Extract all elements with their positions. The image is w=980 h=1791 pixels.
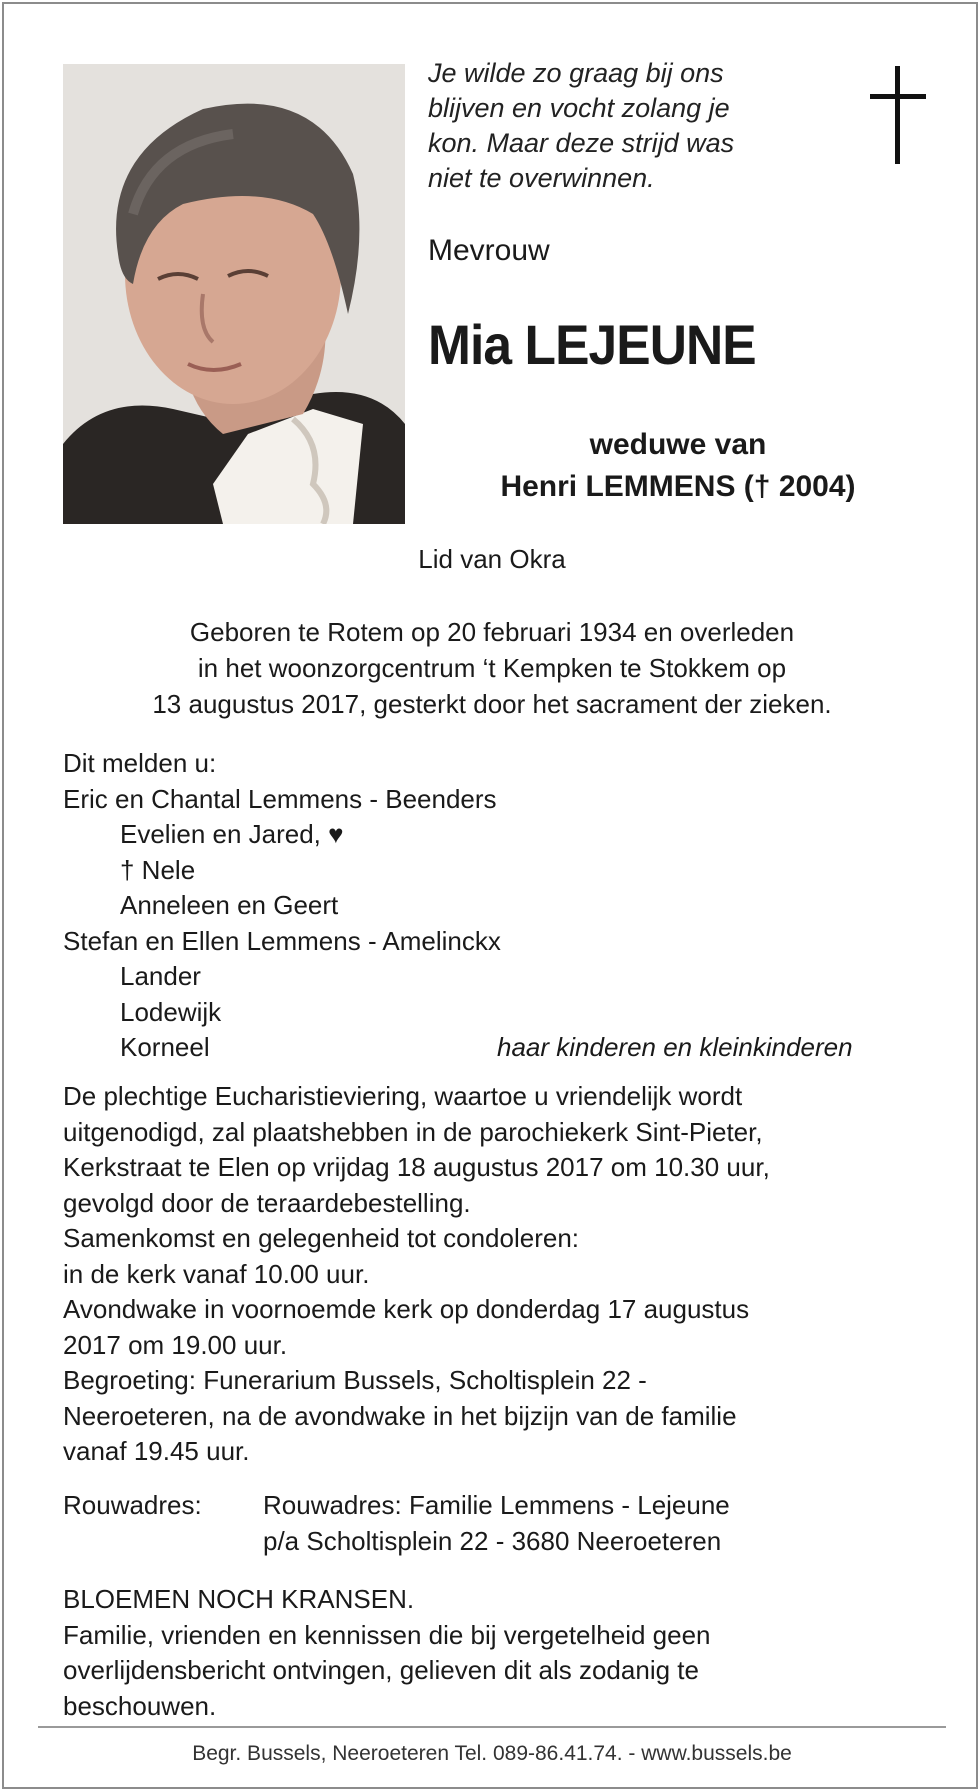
poem-line: niet te overwinnen. bbox=[428, 163, 655, 193]
portrait-image bbox=[63, 64, 405, 524]
funeral-service-info bbox=[63, 1079, 943, 1470]
birth-death-info bbox=[4, 614, 980, 722]
obituary-card bbox=[2, 2, 978, 1789]
flowers-line: overlijdensbericht ontvingen, gelieven dit als zodanig te bbox=[63, 1655, 699, 1685]
announce-intro: Dit melden u: bbox=[63, 748, 217, 778]
grandchild-line: Lodewijk bbox=[120, 996, 222, 1027]
footer-divider bbox=[38, 1726, 946, 1728]
flowers-notice bbox=[63, 1582, 711, 1724]
grandchild-line: Evelien en Jared, ♥ bbox=[120, 819, 344, 849]
widow-line: Henri LEMMENS († 2004) bbox=[500, 470, 856, 503]
cross-icon bbox=[870, 66, 926, 164]
service-line: De plechtige Eucharistieviering, waartoe u vriendelijk wordt bbox=[63, 1081, 743, 1111]
flowers-line: Familie, vrienden en kennissen die bij vergetelheid geen bbox=[63, 1619, 711, 1650]
poem-line: kon. Maar deze strijd was bbox=[428, 128, 735, 158]
poem-line: blijven en vocht zolang je bbox=[428, 93, 730, 123]
grandchild-line: Lander bbox=[120, 961, 201, 991]
family-line: Stefan en Ellen Lemmens - Amelinckx bbox=[63, 925, 501, 956]
service-line: Neeroeteren, na de avondwake in het bijzijn van de familie bbox=[63, 1400, 737, 1431]
flowers-line: BLOEMEN NOCH KRANSEN. bbox=[63, 1584, 415, 1614]
widow-line: weduwe van bbox=[589, 428, 767, 461]
grandchild-row bbox=[63, 1030, 933, 1066]
deceased-name: Mia LEJEUNE bbox=[428, 313, 756, 376]
epitaph-poem bbox=[428, 56, 808, 196]
salutation: Mevrouw bbox=[428, 234, 550, 267]
service-line: uitgenodigd, zal plaatshebben in de parochiekerk Sint-Pieter, bbox=[63, 1116, 763, 1147]
service-line: Avondwake in voornoemde kerk op donderdag 17 augustus bbox=[63, 1294, 750, 1324]
family-announcement bbox=[63, 746, 933, 1066]
funeral-home-footer: Begr. Bussels, Neeroeteren Tel. 089-86.41.74. - www.bussels.be bbox=[192, 1742, 792, 1765]
address-label: Rouwadres: bbox=[63, 1490, 202, 1520]
family-line: Eric en Chantal Lemmens - Beenders bbox=[63, 783, 497, 814]
address-line: Rouwadres: Familie Lemmens - Lejeune bbox=[263, 1490, 730, 1520]
relation-note: haar kinderen en kleinkinderen bbox=[497, 1032, 853, 1062]
service-line: Samenkomst en gelegenheid tot condoleren: bbox=[63, 1223, 580, 1253]
service-line: 2017 om 19.00 uur. bbox=[63, 1329, 288, 1360]
address-value bbox=[263, 1488, 730, 1559]
address-line: p/a Scholtisplein 22 - 3680 Neeroeteren bbox=[263, 1525, 722, 1556]
birth-line: Geboren te Rotem op 20 februari 1934 en overleden bbox=[189, 617, 795, 647]
service-line: in de kerk vanaf 10.00 uur. bbox=[63, 1258, 370, 1289]
service-line: Begroeting: Funerarium Bussels, Scholtisplein 22 - bbox=[63, 1365, 647, 1395]
service-line: gevolgd door de teraardebestelling. bbox=[63, 1187, 471, 1218]
grandchild-line: † Nele bbox=[120, 854, 196, 885]
service-line: vanaf 19.45 uur. bbox=[63, 1436, 250, 1466]
widow-info bbox=[428, 424, 928, 508]
grandchild-line: Anneleen en Geert bbox=[120, 890, 339, 920]
membership-line: Lid van Okra bbox=[418, 544, 566, 574]
portrait-photo bbox=[63, 64, 405, 524]
flowers-line: beschouwen. bbox=[63, 1690, 217, 1721]
poem-line: Je wilde zo graag bij ons bbox=[428, 58, 724, 88]
birth-line: 13 augustus 2017, gesterkt door het sacrament der zieken. bbox=[152, 689, 832, 719]
birth-line: in het woonzorgcentrum ‘t Kempken te Stokkem op bbox=[197, 653, 787, 683]
grandchild-line: Korneel bbox=[120, 1032, 210, 1062]
service-line: Kerkstraat te Elen op vrijdag 18 augustus 2017 om 10.30 uur, bbox=[63, 1152, 770, 1182]
